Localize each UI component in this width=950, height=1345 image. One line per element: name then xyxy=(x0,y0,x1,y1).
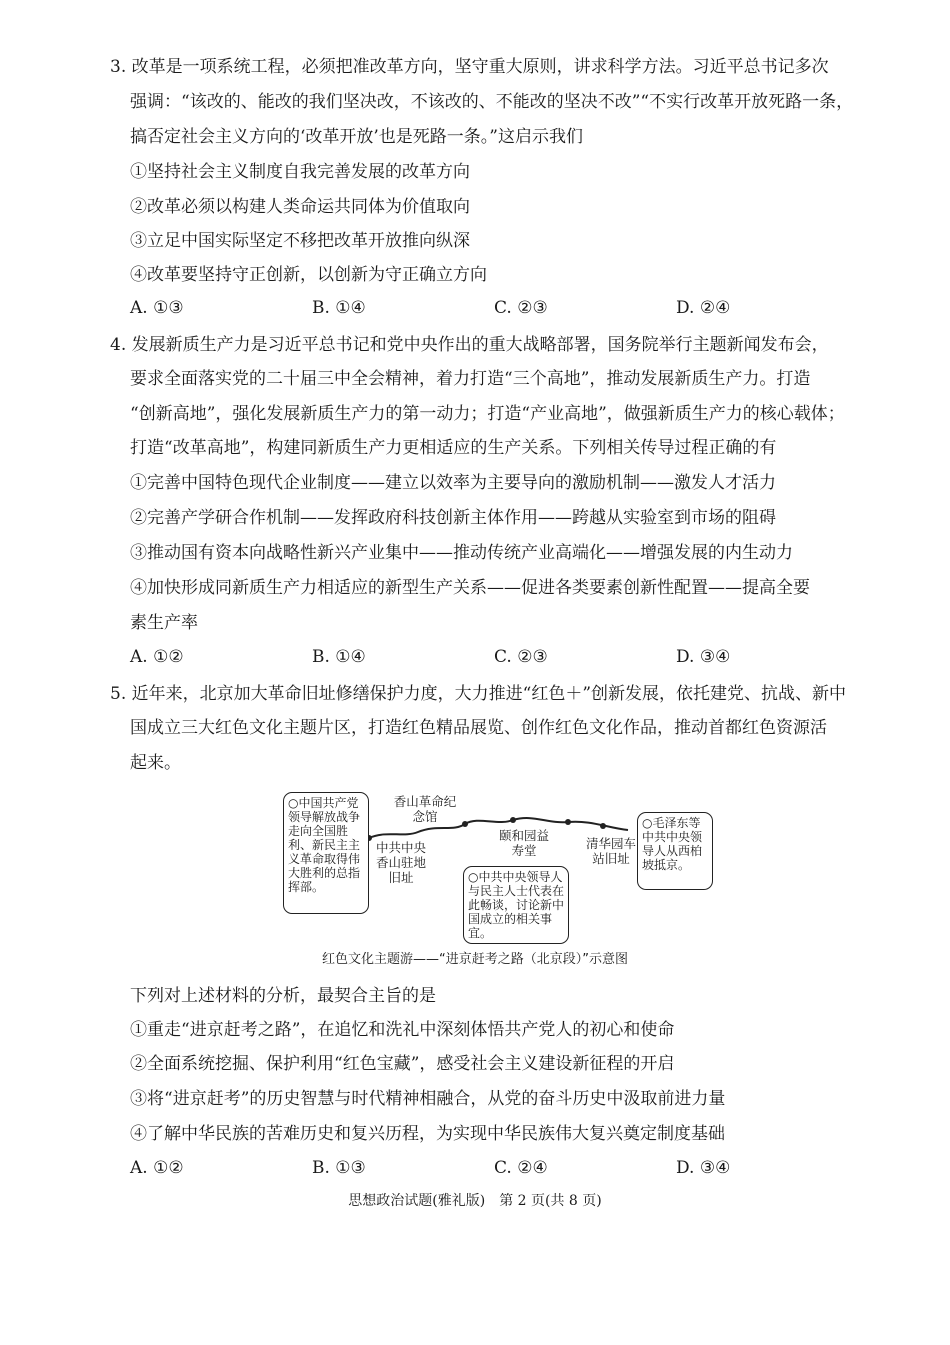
q5-stem-line: 起来。 xyxy=(130,753,181,773)
q5-choice-c: C. ②④ xyxy=(494,1158,548,1178)
place-xiangshan-museum: 香山革命纪念馆 xyxy=(393,794,457,824)
q3-option-1: ①坚持社会主义制度自我完善发展的改革方向 xyxy=(130,162,470,182)
q5-option-4: ④了解中华民族的苦难历史和复兴历程，为实现中华民族伟大复兴奠定制度基础 xyxy=(130,1124,725,1144)
route-point xyxy=(565,819,571,825)
q5-choices xyxy=(130,1158,870,1182)
q4-option-4: ④加快形成同新质生产力相适应的新型生产关系——促进各类要素创新性配置——提高全要 xyxy=(130,578,810,598)
q5-stem-line: 5. 近年来，北京加大革命旧址修缮保护力度，大力推进“红色＋”创新发展，依托建党、抗战、新中 xyxy=(110,684,847,704)
route-point xyxy=(510,817,516,823)
place-qinghua-station: 清华园车站旧址 xyxy=(585,836,636,866)
q4-stem-line: 打造“改革高地”，构建同新质生产力更相适应的生产关系。下列相关传导过程正确的有 xyxy=(130,438,777,458)
q4-stem-line: “创新高地”，强化发展新质生产力的第一动力；打造“产业高地”，做强新质生产力的核心载体； xyxy=(130,404,845,424)
q4-choice-a: A. ①② xyxy=(130,647,184,667)
route-point xyxy=(600,823,606,829)
q3-option-2: ②改革必须以构建人类命运共同体为价值取向 xyxy=(130,197,470,217)
q4-choice-d: D. ③④ xyxy=(676,647,731,667)
route-diagram xyxy=(273,788,723,948)
q4-stem-line: 4. 发展新质生产力是习近平总书记和党中央作出的重大战略部署，国务院举行主题新闻发布会， xyxy=(110,335,829,355)
q3-stem-line: 搞否定社会主义方向的‘改革开放’也是死路一条。”这启示我们 xyxy=(130,127,583,147)
q3-choice-c: C. ②③ xyxy=(494,298,548,318)
q5-stem-line: 国成立三大红色文化主题片区，打造红色精品展览、创作红色文化作品，推动首都红色资源活 xyxy=(130,718,827,738)
q3-stem-line: 3. 改革是一项系统工程，必须把准改革方向，坚守重大原则，讲求科学方法。习近平总书记多次 xyxy=(110,57,829,77)
place-xiangshan-site: 中共中央香山驻地旧址 xyxy=(375,840,426,885)
q4-stem-line: 要求全面落实党的二十届三中全会精神，着力打造“三个高地”，推动发展新质生产力。打造 xyxy=(130,369,811,389)
q4-choice-c: C. ②③ xyxy=(494,647,548,667)
q3-option-4: ④改革要坚持守正创新，以创新为守正确立方向 xyxy=(130,265,487,285)
q4-option-2: ②完善产学研合作机制——发挥政府科技创新主体作用——跨越从实验室到市场的阻碍 xyxy=(130,508,776,528)
q5-option-1: ①重走“进京赶考之路”，在追忆和洗礼中深刻体悟共产党人的初心和使命 xyxy=(130,1020,675,1040)
q5-choice-b: B. ①③ xyxy=(312,1158,366,1178)
callout-right: ○毛泽东等中共中央领导人从西柏坡抵京。 xyxy=(637,812,713,890)
q4-choices xyxy=(130,647,870,671)
q4-option-3: ③推动国有资本向战略性新兴产业集中——推动传统产业高端化——增强发展的内生动力 xyxy=(130,543,793,563)
q5-option-2: ②全面系统挖掘、保护利用“红色宝藏”，感受社会主义建设新征程的开启 xyxy=(130,1054,675,1074)
q5-option-3: ③将“进京赶考”的历史智慧与时代精神相融合，从党的奋斗历史中汲取前进力量 xyxy=(130,1089,726,1109)
page-footer: 思想政治试题(雅礼版) 第 2 页(共 8 页) xyxy=(348,1193,602,1209)
diagram-caption: 红色文化主题游——“进京赶考之路（北京段）”示意图 xyxy=(322,952,628,967)
place-yiheyuan: 颐和园益寿堂 xyxy=(499,828,550,858)
q3-choices xyxy=(130,298,870,322)
q4-option-1: ①完善中国特色现代企业制度——建立以效率为主要导向的激励机制——激发人才活力 xyxy=(130,473,776,493)
route-point xyxy=(462,821,468,827)
q5-choice-a: A. ①② xyxy=(130,1158,184,1178)
q3-choice-b: B. ①④ xyxy=(312,298,366,318)
q3-option-3: ③立足中国实际坚定不移把改革开放推向纵深 xyxy=(130,231,470,251)
callout-left: ○中国共产党领导解放战争走向全国胜利、新民主主义革命取得伟大胜利的总指挥部。 xyxy=(283,792,369,914)
q5-lead: 下列对上述材料的分析，最契合主旨的是 xyxy=(130,986,436,1006)
q4-choice-b: B. ①④ xyxy=(312,647,366,667)
q3-choice-d: D. ②④ xyxy=(676,298,731,318)
q3-choice-a: A. ①③ xyxy=(130,298,184,318)
q4-option-4-cont: 素生产率 xyxy=(130,613,198,633)
q3-stem-line: 强调：“该改的、能改的我们坚决改，不该改的、不能改的坚决不改”“不实行改革开放死路一条， xyxy=(130,92,854,112)
callout-middle: ○中共中央领导人与民主人士代表在此畅谈，讨论新中国成立的相关事宜。 xyxy=(463,866,569,944)
q5-choice-d: D. ③④ xyxy=(676,1158,731,1178)
